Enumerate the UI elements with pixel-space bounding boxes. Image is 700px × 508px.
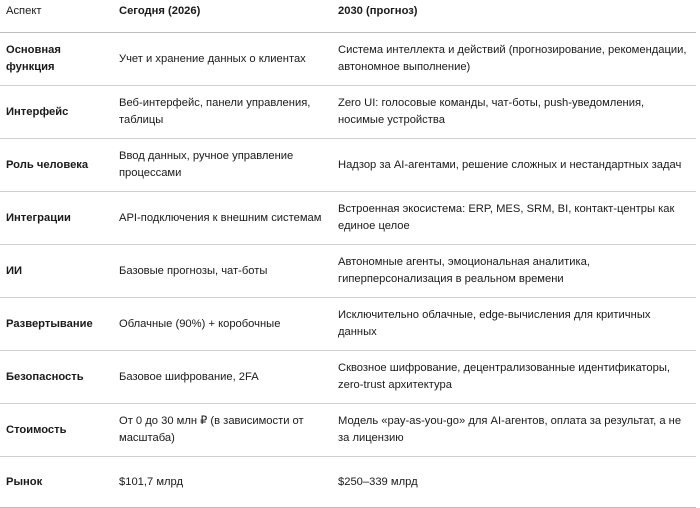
cell-future: Zero UI: голосовые команды, чат-боты, push-уведомления, носимые устройства	[330, 86, 696, 139]
cell-today: Базовое шифрование, 2FA	[112, 351, 330, 404]
cell-aspect: Безопасность	[0, 351, 112, 404]
cell-future: Встроенная экосистема: ERP, MES, SRM, BI, контакт-центры как единое целое	[330, 192, 696, 245]
cell-aspect: Интерфейс	[0, 86, 112, 139]
cell-aspect: Стоимость	[0, 404, 112, 457]
cell-today: $101,7 млрд	[112, 457, 330, 508]
table-row	[0, 245, 696, 298]
cell-today: Учет и хранение данных о клиентах	[112, 33, 330, 86]
cell-today: API-подключения к внешним системам	[112, 192, 330, 245]
cell-aspect: ИИ	[0, 245, 112, 298]
table-row	[0, 404, 696, 457]
cell-today: Веб-интерфейс, панели управления, таблицы	[112, 86, 330, 139]
cell-aspect: Роль человека	[0, 139, 112, 192]
cell-today: Базовые прогнозы, чат-боты	[112, 245, 330, 298]
cell-aspect: Рынок	[0, 457, 112, 508]
cell-today: От 0 до 30 млн ₽ (в зависимости от масштаба)	[112, 404, 330, 457]
cell-aspect: Интеграции	[0, 192, 112, 245]
header-aspect: Аспект	[0, 0, 112, 33]
table-row	[0, 192, 696, 245]
table-row	[0, 351, 696, 404]
cell-future: Автономные агенты, эмоциональная аналитика, гиперперсонализация в реальном времени	[330, 245, 696, 298]
table-body	[0, 33, 696, 508]
cell-future: Надзор за AI-агентами, решение сложных и нестандартных задач	[330, 139, 696, 192]
table-row	[0, 33, 696, 86]
cell-future: Система интеллекта и действий (прогнозирование, рекомендации, автономное выполнение)	[330, 33, 696, 86]
table-row	[0, 298, 696, 351]
table-row	[0, 86, 696, 139]
header-future: 2030 (прогноз)	[330, 0, 696, 33]
cell-future: Исключительно облачные, edge-вычисления для критичных данных	[330, 298, 696, 351]
header-today: Сегодня (2026)	[112, 0, 330, 33]
cell-aspect: Развертывание	[0, 298, 112, 351]
cell-future: $250–339 млрд	[330, 457, 696, 508]
header-row	[0, 0, 696, 33]
cell-aspect: Основная функция	[0, 33, 112, 86]
cell-today: Облачные (90%) + коробочные	[112, 298, 330, 351]
cell-today: Ввод данных, ручное управление процессами	[112, 139, 330, 192]
table-row	[0, 457, 696, 508]
table-header	[0, 0, 696, 33]
cell-future: Модель «pay-as-you-go» для AI-агентов, оплата за результат, а не за лицензию	[330, 404, 696, 457]
table-row	[0, 139, 696, 192]
cell-future: Сквозное шифрование, децентрализованные идентификаторы, zero-trust архитектура	[330, 351, 696, 404]
